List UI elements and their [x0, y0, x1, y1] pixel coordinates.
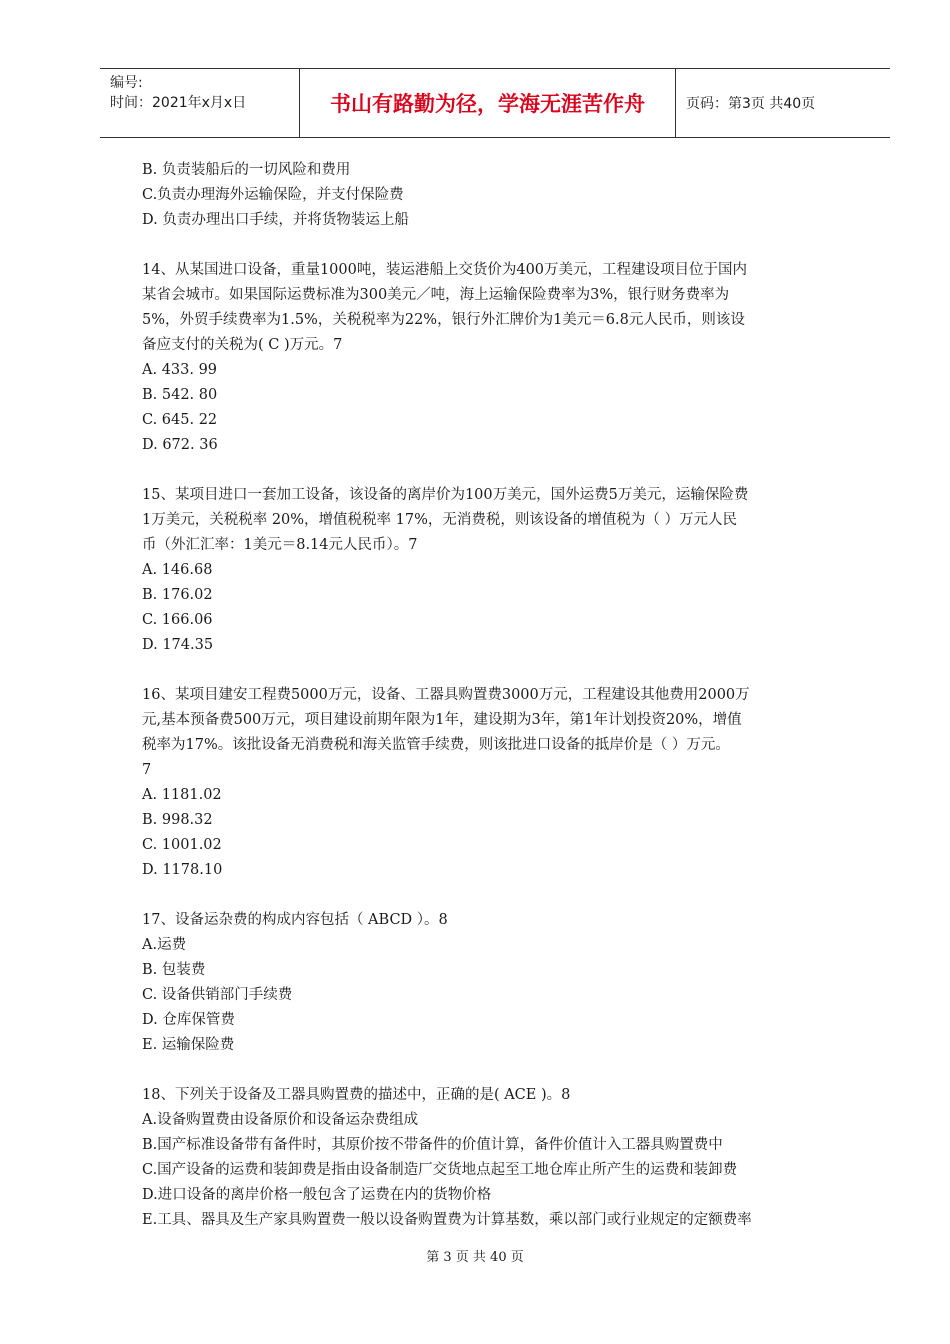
header-page-info: 页码：第3页 共40页	[686, 96, 816, 112]
text-line: B. 998.32	[142, 812, 213, 828]
text-line: D. 1178.10	[142, 862, 223, 878]
text-line: 16、某项目建安工程费5000万元，设备、工器具购置费3000万元，工程建设其他费用2000万	[142, 687, 750, 703]
time-label: 时间：2021年x月x日	[110, 95, 247, 111]
paragraph-gap	[142, 233, 857, 258]
text-line: A. 146.68	[142, 562, 213, 578]
text-line: C. 1001.02	[142, 837, 222, 853]
header-meta	[100, 69, 300, 137]
document-body	[142, 158, 857, 1233]
question-block	[142, 483, 857, 658]
text-line: C.国产设备的运费和装卸费是指由设备制造厂交货地点起至工地仓库止所产生的运费和装卸费	[142, 1162, 738, 1178]
question-block	[142, 258, 857, 458]
text-line: A.设备购置费由设备原价和设备运杂费组成	[142, 1112, 419, 1128]
text-line: B. 176.02	[142, 587, 213, 603]
question-block	[142, 908, 857, 1058]
text-line: 15、某项目进口一套加工设备，该设备的离岸价为100万美元，国外运费5万美元，运输保险费	[142, 487, 749, 503]
paragraph-gap	[142, 458, 857, 483]
text-line: C. 166.06	[142, 612, 213, 628]
text-line: D.进口设备的离岸价格一般包含了运费在内的货物价格	[142, 1187, 492, 1203]
text-line: D. 672. 36	[142, 437, 218, 453]
header-motto: 书山有路勤为径，学海无涯苦作舟	[300, 69, 676, 137]
text-line: 币（外汇汇率：1美元＝8.14元人民币）。7	[142, 537, 418, 553]
text-line: D. 负责办理出口手续，并将货物装运上船	[142, 212, 409, 228]
question-block	[142, 1083, 857, 1233]
text-line: A.运费	[142, 937, 187, 953]
text-line: E.工具、器具及生产家具购置费一般以设备购置费为计算基数，乘以部门或行业规定的定额费率	[142, 1212, 752, 1228]
text-line: A. 1181.02	[142, 787, 222, 803]
code-label: 编号:	[110, 75, 143, 91]
text-line: D. 仓库保管费	[142, 1012, 235, 1028]
question-block	[142, 158, 857, 233]
text-line: 7	[142, 762, 152, 778]
text-line: 18、下列关于设备及工器具购置费的描述中，正确的是( ACE )。8	[142, 1087, 571, 1103]
text-line: B. 负责装船后的一切风险和费用	[142, 162, 351, 178]
text-line: 14、从某国进口设备，重量1000吨，装运港船上交货价为400万美元，工程建设项目位于国内	[142, 262, 748, 278]
text-line: 备应支付的关税为( C )万元。7	[142, 337, 343, 353]
text-line: A. 433. 99	[142, 362, 218, 378]
page-footer: 第 3 页 共 40 页	[426, 1250, 524, 1265]
page-header	[100, 68, 890, 138]
text-line: 17、设备运杂费的构成内容包括（ ABCD ）。8	[142, 912, 448, 928]
text-line: E. 运输保险费	[142, 1037, 235, 1053]
text-line: C. 645. 22	[142, 412, 218, 428]
paragraph-gap	[142, 883, 857, 908]
text-line: C.负责办理海外运输保险，并支付保险费	[142, 187, 404, 203]
text-line: 元,基本预备费500万元，项目建设前期年限为1年，建设期为3年，第1年计划投资20%，增值	[142, 712, 742, 728]
text-line: C. 设备供销部门手续费	[142, 987, 293, 1003]
text-line: B.国产标准设备带有备件时，其原价按不带备件的价值计算，备件价值计入工器具购置费中	[142, 1137, 723, 1153]
text-line: B. 542. 80	[142, 387, 218, 403]
text-line: D. 174.35	[142, 637, 214, 653]
text-line: 1万美元，关税税率 20%，增值税税率 17%，无消费税，则该设备的增值税为（ ）万元人民	[142, 512, 738, 528]
question-block	[142, 683, 857, 883]
paragraph-gap	[142, 658, 857, 683]
paragraph-gap	[142, 1058, 857, 1083]
text-line: 税率为17%。该批设备无消费税和海关监管手续费，则该批进口设备的抵岸价是（ ）万元。	[142, 737, 730, 753]
text-line: 某省会城市。如果国际运费标准为300美元／吨，海上运输保险费率为3%，银行财务费率为	[142, 287, 730, 303]
text-line: 5%，外贸手续费率为1.5%，关税税率为22%，银行外汇牌价为1美元＝6.8元人民币，则该设	[142, 312, 745, 328]
text-line: B. 包装费	[142, 962, 206, 978]
